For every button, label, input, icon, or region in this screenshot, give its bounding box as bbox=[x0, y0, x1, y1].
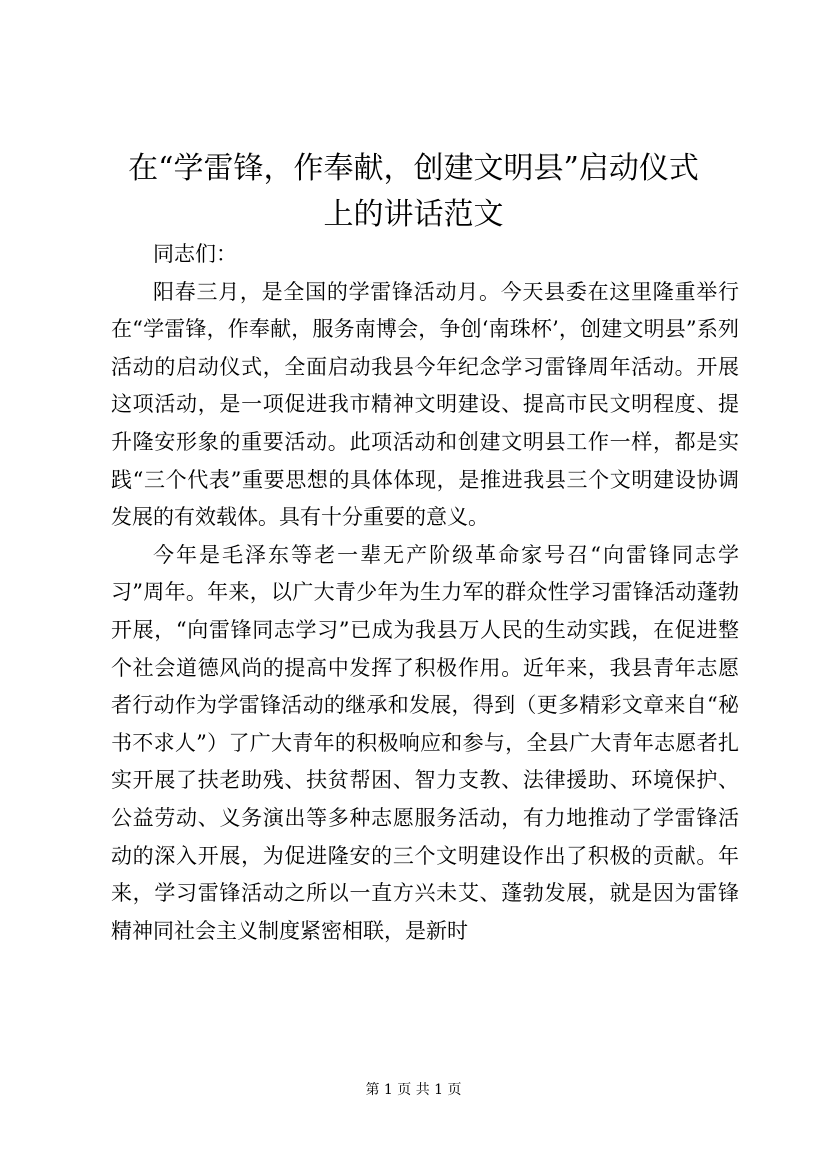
paragraph-2: 今年是毛泽东等老一辈无产阶级革命家号召“向雷锋同志学习”周年。年来，以广大青少年为生力军的群众性学习雷锋活动蓬勃开展，“向雷锋同志学习”已成为我县万人民的生动实践，在促进整个社会道德风尚的提高中发挥了积极作用。近年来，我县青年志愿者行动作为学雷锋活动的继承和发展，得到（更多精彩文章来自“秘书不求人”）了广大青年的积极响应和参与，全县广大青年志愿者扎实开展了扶老助残、扶贫帮困、智力支教、法律援助、环境保护、公益劳动、义务演出等多种志愿服务活动，有力地推动了学雷锋活动的深入开展，为促进隆安的三个文明建设作出了积极的贡献。年来，学习雷锋活动之所以一直方兴未艾、蓬勃发展，就是因为雷锋精神同社会主义制度紧密相联，是新时 bbox=[111, 542, 739, 943]
document-body bbox=[111, 236, 739, 950]
salutation: 同志们： bbox=[153, 242, 237, 266]
document-title bbox=[80, 146, 747, 238]
paragraph-1: 阳春三月，是全国的学雷锋活动月。今天县委在这里隆重举行在“学雷锋，作奉献，服务南博会，争创‘南珠杯’，创建文明县”系列活动的启动仪式，全面启动我县今年纪念学习雷锋周年活动。开展这项活动，是一项促进我市精神文明建设、提高市民文明程度、提升隆安形象的重要活动。此项活动和创建文明县工作一样，都是实践“三个代表”重要思想的具体体现，是推进我县三个文明建设协调发展的有效载体。具有十分重要的意义。 bbox=[111, 279, 739, 530]
title-line-2: 上的讲话范文 bbox=[323, 197, 504, 232]
title-line-1: 在“学雷锋，作奉献，创建文明县”启动仪式 bbox=[128, 151, 699, 186]
page-footer: 第 1 页 共 1 页 bbox=[365, 1082, 462, 1098]
